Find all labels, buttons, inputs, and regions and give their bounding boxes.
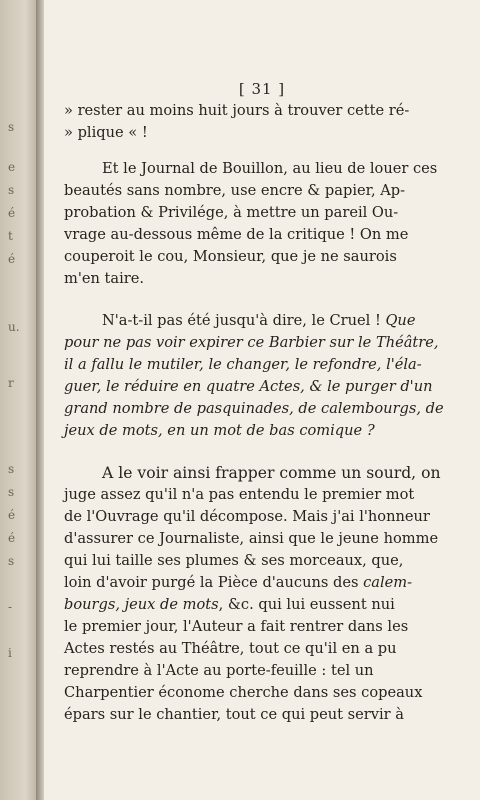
- paragraph-3: [64, 310, 472, 442]
- text-line: beautés sans nombre, use encre & papier, Ap-: [64, 182, 406, 199]
- book-gutter: [36, 0, 44, 800]
- text-line: qui lui taille ses plumes & ses morceaux, que,: [64, 552, 404, 569]
- page-text: [64, 100, 472, 726]
- margin-letter: i: [8, 646, 12, 660]
- text-span: N'a-t-il pas été jusqu'à dire, le Cruel !: [102, 312, 386, 329]
- text-line: A le voir ainsi frapper comme un sourd, on: [102, 464, 441, 482]
- text-line: grand nombre de pasquinades, de calembourgs, de: [64, 400, 444, 417]
- text-line: Actes restés au Théâtre, tout ce qu'il en a pu: [64, 640, 397, 657]
- margin-letter: s: [8, 183, 15, 197]
- margin-letter: s: [8, 462, 15, 476]
- text-line: pour ne pas voir expirer ce Barbier sur le Théâtre,: [64, 334, 439, 351]
- text-line: jeux de mots, en un mot de bas comique ?: [64, 422, 375, 439]
- text-line: juge assez qu'il n'a pas entendu le premier mot: [64, 486, 415, 503]
- text-line: probation & Privilége, à mettre un pareil Ou-: [64, 204, 399, 221]
- text-line: vrage au-dessous même de la critique ! On me: [64, 226, 409, 243]
- text-span: loin d'avoir purgé la Pièce d'aucuns des: [64, 574, 364, 591]
- margin-letter: t: [8, 229, 13, 243]
- text-line: m'en taire.: [64, 270, 145, 287]
- book-page: [44, 0, 480, 800]
- text-line: couperoit le cou, Monsieur, que je ne saurois: [64, 248, 397, 265]
- page-number: [ 31 ]: [238, 80, 286, 98]
- margin-letter: -: [8, 600, 13, 614]
- text-line: guer, le réduire en quatre Actes, & le purger d'un: [64, 378, 433, 395]
- text-line: Et le Journal de Bouillon, au lieu de louer ces: [102, 160, 438, 177]
- margin-letter: s: [8, 120, 15, 134]
- text-line: [64, 594, 472, 616]
- facing-page-margin-letters: [0, 0, 36, 800]
- text-line: [64, 572, 472, 594]
- text-line: épars sur le chantier, tout ce qui peut servir à: [64, 706, 404, 723]
- text-line: [64, 310, 472, 332]
- paragraph-2: [64, 158, 472, 290]
- margin-letter: s: [8, 485, 15, 499]
- paragraph-1: [64, 100, 472, 144]
- text-span: , &c. qui lui eussent nui: [218, 596, 395, 613]
- text-line: le premier jour, l'Auteur a fait rentrer dans les: [64, 618, 409, 635]
- margin-letter: s: [8, 554, 15, 568]
- margin-letter: é: [8, 531, 16, 545]
- italic-span: Que: [385, 312, 416, 329]
- text-line: de l'Ouvrage qu'il décompose. Mais j'ai l'honneur: [64, 508, 430, 525]
- text-line: » plique « !: [64, 124, 148, 141]
- paragraph-4: [64, 462, 472, 726]
- text-line: » rester au moins huit jours à trouver cette ré-: [64, 102, 410, 119]
- margin-letter: é: [8, 508, 16, 522]
- margin-letter: u.: [8, 320, 20, 334]
- text-line: il a fallu le mutiler, le changer, le refondre, l'éla-: [64, 356, 422, 373]
- text-line: Charpentier économe cherche dans ses copeaux: [64, 684, 423, 701]
- italic-span: bourgs, jeux de mots: [64, 596, 219, 613]
- margin-letter: é: [8, 252, 16, 266]
- margin-letter: r: [8, 376, 14, 390]
- margin-letter: é: [8, 206, 16, 220]
- text-line: d'assurer ce Journaliste, ainsi que le jeune homme: [64, 530, 439, 547]
- margin-letter: e: [8, 160, 16, 174]
- text-line: reprendre à l'Acte au porte-feuille : tel un: [64, 662, 374, 679]
- italic-span: calem-: [363, 574, 413, 591]
